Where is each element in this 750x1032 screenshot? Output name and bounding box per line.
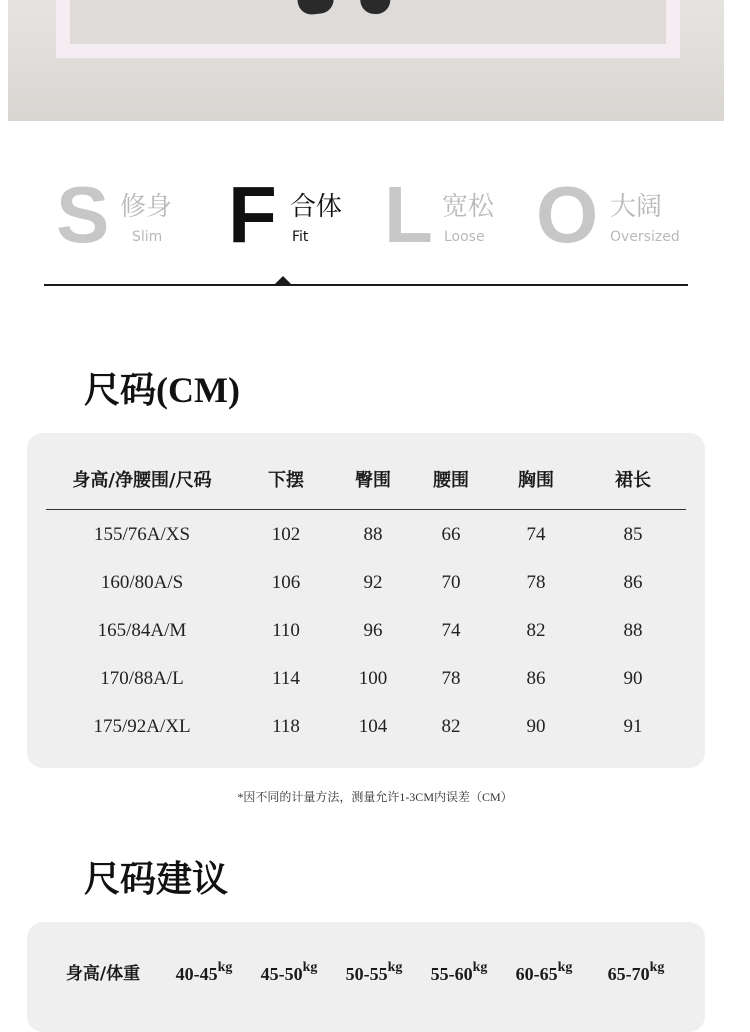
size-table-header <box>27 463 705 499</box>
table-cell: 86 <box>526 668 546 689</box>
size-chart-table <box>27 433 705 768</box>
weight-range-header <box>167 956 241 992</box>
table-cell: 106 <box>271 572 301 593</box>
table-row <box>27 607 705 655</box>
table-cell: 86 <box>623 572 643 593</box>
header-cell: 身高/体重 <box>65 964 141 984</box>
table-cell: 90 <box>526 716 546 737</box>
fit-letter: F <box>228 170 277 259</box>
weight-range-header <box>422 956 496 992</box>
table-cell: 88 <box>623 620 643 641</box>
table-cell: 102 <box>271 524 301 545</box>
table-cell: 82 <box>526 620 546 641</box>
table-cell: 104 <box>358 716 388 737</box>
weight-range: 60-65 <box>515 964 558 984</box>
product-photo <box>8 0 724 121</box>
fit-divider <box>44 284 688 286</box>
table-cell: 100 <box>358 668 388 689</box>
size-recommendation-table <box>27 922 705 1032</box>
table-cell: 88 <box>363 524 383 545</box>
table-cell: 74 <box>526 524 546 545</box>
fit-label-cn: 合体 <box>290 192 343 222</box>
table-cell: 66 <box>441 524 461 545</box>
weight-range-header <box>599 956 673 992</box>
table-cell: 175/92A/XL <box>93 716 191 737</box>
fit-label-en: Fit <box>292 229 309 245</box>
table-cell: 82 <box>441 716 461 737</box>
size-chart-title <box>84 368 240 413</box>
weight-range: 55-60 <box>430 964 473 984</box>
table-cell: 170/88A/L <box>100 668 184 689</box>
measurement-note: *因不同的计量方法，测量允许1-3CM内误差（CM） <box>237 790 513 804</box>
fit-label-cn: 大阔 <box>610 192 663 222</box>
weight-range: 50-55 <box>345 964 388 984</box>
fit-letter: O <box>536 170 599 259</box>
table-cell: 160/80A/S <box>100 572 184 593</box>
header-cell: 裙长 <box>615 470 651 491</box>
table-cell: 110 <box>272 620 300 641</box>
table-cell: 70 <box>441 572 461 593</box>
table-row <box>27 703 705 751</box>
weight-unit: kg <box>472 960 488 975</box>
fit-letter: L <box>384 170 433 259</box>
fit-label-en: Slim <box>132 229 163 245</box>
size-chart-unit: (CM) <box>156 370 240 410</box>
table-cell: 114 <box>272 668 300 689</box>
table-cell: 155/76A/XS <box>93 524 191 545</box>
table-row <box>27 559 705 607</box>
weight-range: 65-70 <box>607 964 650 984</box>
header-cell: 腰围 <box>433 470 469 491</box>
table-cell: 90 <box>623 668 643 689</box>
table-cell: 78 <box>441 668 461 689</box>
size-table-body <box>27 511 705 751</box>
table-cell: 91 <box>623 716 643 737</box>
weight-unit: kg <box>557 960 573 975</box>
header-cell: 身高/净腰围/尺码 <box>72 470 212 491</box>
header-cell: 下摆 <box>268 470 304 491</box>
weight-unit: kg <box>217 960 233 975</box>
weight-range: 45-50 <box>260 964 303 984</box>
header-divider <box>46 509 686 510</box>
table-cell: 78 <box>526 572 546 593</box>
size-chart-title-text: 尺码 <box>84 370 157 411</box>
weight-range-header <box>337 956 411 992</box>
weight-range: 40-45 <box>175 964 218 984</box>
size-recommendation-title: 尺码建议 <box>84 859 229 900</box>
table-cell: 85 <box>623 524 643 545</box>
fit-label-cn: 宽松 <box>442 192 495 222</box>
fit-label-en: Oversized <box>610 229 680 245</box>
fit-label-cn: 修身 <box>120 192 173 222</box>
table-cell: 92 <box>363 572 383 593</box>
weight-range-header <box>252 956 326 992</box>
table-cell: 74 <box>441 620 461 641</box>
table-row <box>27 655 705 703</box>
weight-range-header <box>507 956 581 992</box>
header-cell: 胸围 <box>518 470 554 491</box>
weight-unit: kg <box>302 960 318 975</box>
table-row <box>27 511 705 559</box>
header-cell: 臀围 <box>355 470 391 491</box>
fit-label-en: Loose <box>444 229 485 245</box>
recommendation-header <box>27 956 705 992</box>
fit-letter: S <box>56 170 110 259</box>
table-cell: 165/84A/M <box>97 620 187 641</box>
table-cell: 96 <box>363 620 383 641</box>
weight-unit: kg <box>387 960 403 975</box>
fit-selector <box>44 172 688 282</box>
table-cell: 118 <box>272 716 300 737</box>
weight-unit: kg <box>649 960 665 975</box>
